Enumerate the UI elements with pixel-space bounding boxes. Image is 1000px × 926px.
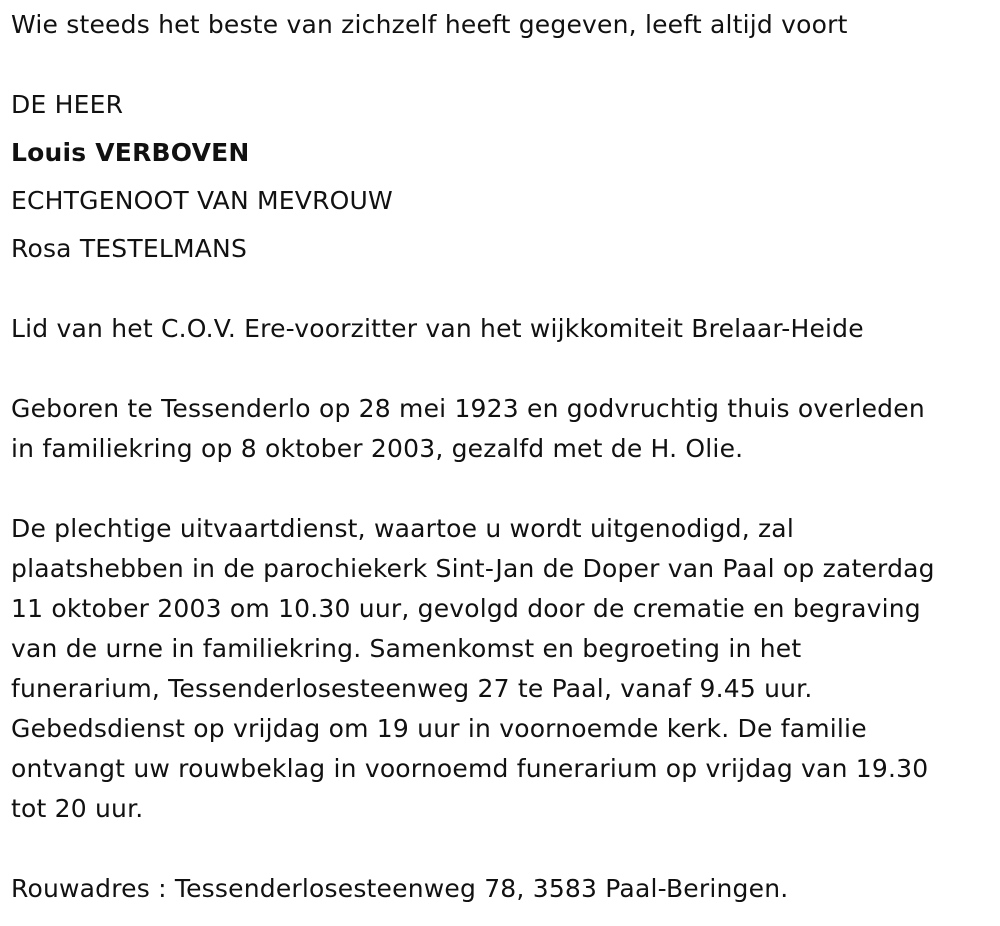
ceremony-line: De plechtige uitvaartdienst, waartoe u wordt uitgenodigd, zal — [11, 514, 794, 543]
address-text: Rouwadres : Tessenderlosesteenweg 78, 3583 Paal-Beringen. — [11, 874, 789, 903]
ceremony-line: Gebedsdienst op vrijdag om 19 uur in voornoemde kerk. De familie — [11, 714, 867, 743]
spouse-name: Rosa TESTELMANS — [11, 234, 248, 263]
motto-text: Wie steeds het beste van zichzelf heeft gegeven, leeft altijd voort — [11, 10, 848, 39]
ceremony-line: funerarium, Tessenderlosesteenweg 27 te Paal, vanaf 9.45 uur. — [11, 674, 813, 703]
ceremony-line: plaatshebben in de parochiekerk Sint-Jan de Doper van Paal op zaterdag — [11, 554, 935, 583]
ceremony-line: 11 oktober 2003 om 10.30 uur, gevolgd door de crematie en begraving — [11, 594, 921, 623]
ceremony-line: ontvangt uw rouwbeklag in voornoemd funerarium op vrijdag van 19.30 — [11, 754, 929, 783]
memberships-text: Lid van het C.O.V. Ere-voorzitter van het wijkkomiteit Brelaar-Heide — [11, 314, 864, 343]
ceremony-line: van de urne in familiekring. Samenkomst en begroeting in het — [11, 634, 802, 663]
ceremony-line: tot 20 uur. — [11, 794, 144, 823]
title-text: DE HEER — [11, 90, 124, 119]
birth-death-line: Geboren te Tessenderlo op 28 mei 1923 en godvruchtig thuis overleden — [11, 394, 925, 423]
spouse-label: ECHTGENOOT VAN MEVROUW — [11, 186, 393, 215]
deceased-name: Louis VERBOVEN — [11, 138, 250, 167]
birth-death-line: in familiekring op 8 oktober 2003, gezalfd met de H. Olie. — [11, 434, 744, 463]
